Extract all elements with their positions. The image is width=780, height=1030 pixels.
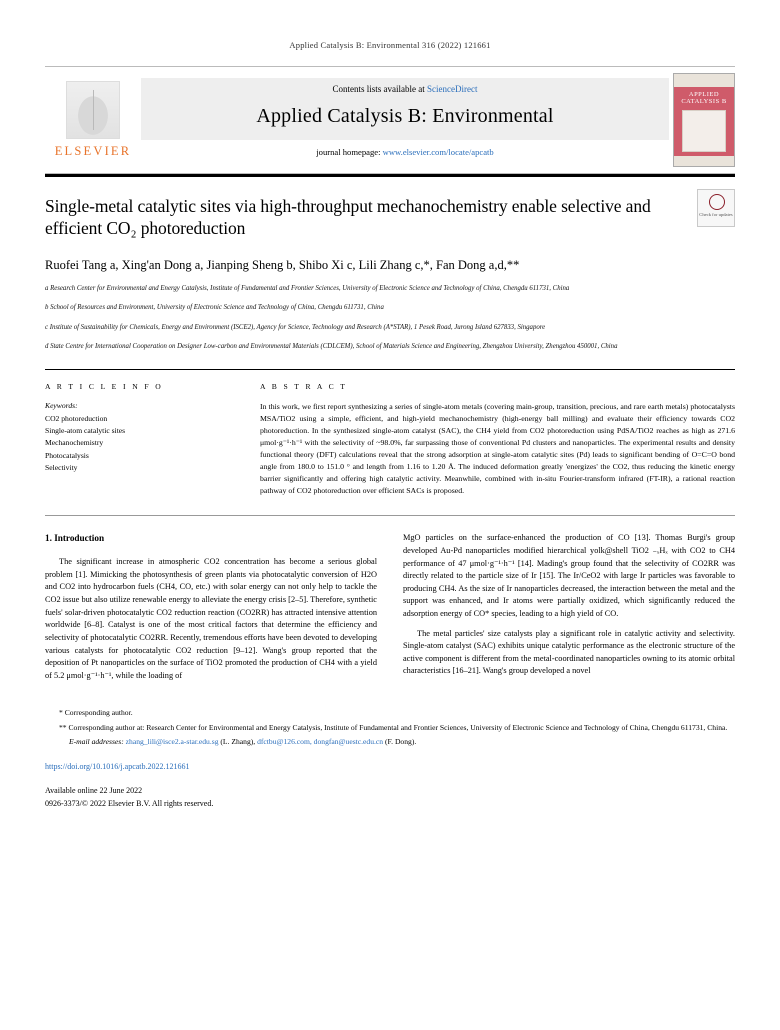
sciencedirect-link[interactable]: ScienceDirect xyxy=(427,83,478,94)
body-paragraph: The significant increase in atmospheric CO2 concentration has become a serious global problem [1]. Mimicking the photosynthesis of green plants via photocatalytic conversion of H2O and CO2 into hydrocarbon fuels (CH4, CO, etc.) with solar energy can not only help to tackle the CO2 issue but also utilize renewable energy to alleviate the energy crisis [2–5]. Therefore, synthetic fuels' solar-driven photocatalytic CO2 reduction reaction (CO2RR) has attracted intensive attention worldwide [6–8]. Catalyst is one of the most critical factors that determine the efficiency and selectivity of photocatalytic CO2RR. Recently, tremendous efforts have been devoted to developing various catalysts for photocatalytic CO2 reduction [9–12]. Wang's group reported that the deposition of Pt nanoparticles on the surface of TiO2 promoted the production of CH4 with a yield of 5.2 μmol·g⁻¹·h⁻¹, while the loading of xyxy=(45,557,377,680)
keyword-item: Single-atom catalytic sites xyxy=(45,425,126,435)
journal-title-band xyxy=(141,99,669,140)
publication-status xyxy=(45,785,735,811)
body-paragraph: MgO particles on the surface-enhanced the production of CO [13]. Thomas Burgi's group developed Au-Pd nanoparticles modified hierarchical yolk@shell TiO2 ₋ₓHₓ with CO2 to CH4 performance of 47 μmol·g⁻¹·h⁻¹ [14]. Mading's group found that the selectivity of CO2RR was directly related to the particle size of Ir [15]. The Ir/CeO2 with large Ir particles was favorable to producing CH4. As the size of Ir nanoparticles decreased, the interaction between the metal and the support was enhanced, and Ir atoms were partially oxidized, which significantly reduced the adsorption energy of CO* species, leading to a high yield of CO. xyxy=(403,533,735,618)
journal-reference: Applied Catalysis B: Environmental 316 (2022) 121661 xyxy=(289,40,491,50)
body-column-right xyxy=(403,532,735,689)
homepage-line xyxy=(141,140,669,163)
article-info-heading: A R T I C L E I N F O xyxy=(45,381,164,391)
email-owner: (F. Dong). xyxy=(385,736,417,746)
affiliation-3: c Institute of Sustainability for Chemicals, Energy and Environment (ISCE2), Agency for Science, Technology and Research (A*STAR), 1 Pesek Road, Jurong Island 627833, Singapore xyxy=(45,323,546,331)
email-link[interactable]: dfctbu@126.com, xyxy=(257,736,312,746)
page-title: Single-metal catalytic sites via high-throughput mechanochemistry enable selective and efficient CO₂ photoreduction xyxy=(45,196,651,239)
keywords-label: Keywords: xyxy=(45,400,78,410)
masthead-center xyxy=(141,67,669,173)
elsevier-wordmark: ELSEVIER xyxy=(54,144,132,158)
journal-title: Applied Catalysis B: Environmental xyxy=(256,104,554,127)
cover-image xyxy=(682,110,726,152)
email-owner: (L. Zhang), xyxy=(220,736,256,746)
keyword-item: Selectivity xyxy=(45,462,78,472)
doi-link[interactable]: https://doi.org/10.1016/j.apcatb.2022.121661 xyxy=(45,761,190,771)
keyword-item: CO2 photoreduction xyxy=(45,413,108,423)
cover-top-band xyxy=(674,74,734,87)
email-link[interactable]: zhang_lili@isce2.a-star.edu.sg xyxy=(125,736,219,746)
email-link[interactable]: dongfan@uestc.edu.cn xyxy=(313,736,384,746)
elsevier-tree-icon xyxy=(66,81,120,139)
corresponding-author-2: ** Corresponding author at: Research Center for Environmental and Energy Catalysis, Institute of Fundamental and Frontier Sciences, University of Electronic Science and Technology of China, Chengdu 611731, China. xyxy=(59,722,728,732)
email-addresses xyxy=(45,736,735,748)
footnotes xyxy=(45,707,735,747)
available-online: Available online 22 June 2022 xyxy=(45,785,143,795)
crossmark-icon[interactable]: Check for updates xyxy=(697,189,735,227)
corresponding-author-1: * Corresponding author. xyxy=(59,708,133,718)
info-abstract-grid xyxy=(45,382,735,498)
masthead-divider xyxy=(45,174,735,177)
journal-cover-thumbnail xyxy=(673,73,735,167)
affiliation-4: d State Centre for International Cooperation on Designer Low-carbon and Environmental Materials (CDLCEM), School of Materials Science and Engineering, Zhengzhou University, Zhengzhou 450001, China xyxy=(45,343,618,351)
homepage-link[interactable]: www.elsevier.com/locate/apcatb xyxy=(382,146,494,157)
cover-title: APPLIED CATALYSIS B xyxy=(681,91,727,106)
copyright-line: 0926-3373/© 2022 Elsevier B.V. All rights reserved. xyxy=(45,798,214,808)
body-divider xyxy=(45,515,735,516)
affiliation-1: a Research Center for Environmental and Energy Catalysis, Institute of Fundamental and Frontier Sciences, University of Electronic Science and Technology of China, Chengdu 611731, China xyxy=(45,284,570,292)
body-column-left xyxy=(45,532,377,689)
homepage-prefix: journal homepage: xyxy=(316,146,383,157)
body-columns xyxy=(45,532,735,689)
cover-bottom-band xyxy=(674,156,734,166)
abstract-column xyxy=(260,382,735,498)
elsevier-logo xyxy=(45,67,141,173)
keyword-item: Photocatalysis xyxy=(45,450,89,460)
info-divider-top xyxy=(45,369,735,370)
section-heading-introduction: 1. Introduction xyxy=(45,533,105,544)
body-paragraph: The metal particles' size catalysts play a significant role in catalytic activity and selectivity. Single-atom catalyst (SAC) exhibits unique catalytic performance as the electronic structure of the active component is different from the metal-coordinated nanoparticles owning to its atomic orbital characteristics [16–21]. Wang's group developed a novel xyxy=(403,628,735,676)
article-info-column xyxy=(45,382,230,498)
abstract-text: In this work, we first report synthesizing a series of single-atom metals (covering main-group, transition, precious, and rare earth metals) photocatalysts MSA/TiO2 using a simple, efficient, and high-yield mechanochemistry (high-energy ball milling) and evaluate their efficiency towards CO2 photoreduction. In the synthesized single-atom catalyst (SAC), the CH4 yield from CO2 photoreduction using PdSA/TiO2 reaches as high as 271.6 μmol·g⁻¹·h⁻¹ with the selectivity of ~98.0%, far surpassing those of conventional Pd clusters and nanoparticles. The experimental results and density functional theory (DFT) calculations reveal that the strong adsorption at single-atom catalytic sites (Pd) leads to significant bending of O=C=O bond angle from 180.0 to 151.0 ° and length from 1.16 to 1.20 Å. The induced deformation greatly 'energizes' the CO2, thus reducing the kinetic energy barrier significantly and offering high catalytic activity. Meanwhile, combined with in-situ Fourier-transform infrared (FT-IR), a rational reaction pathway of CO2 photoreduction over efficient SACs is proposed. xyxy=(260,401,735,496)
keyword-item: Mechanochemistry xyxy=(45,438,104,448)
author-list: Ruofei Tang a, Xing'an Dong a, Jianping Sheng b, Shibo Xi c, Lili Zhang c,*, Fan Dong a,d,** xyxy=(45,257,520,272)
title-block xyxy=(45,195,735,240)
email-label: E-mail addresses: xyxy=(69,736,124,746)
affiliation-2: b School of Resources and Environment, University of Electronic Science and Technology of China, Chengdu 611731, China xyxy=(45,304,384,312)
contents-line xyxy=(141,78,669,99)
abstract-heading: A B S T R A C T xyxy=(260,381,348,391)
journal-masthead xyxy=(45,66,735,174)
contents-prefix: Contents lists available at xyxy=(332,83,427,94)
